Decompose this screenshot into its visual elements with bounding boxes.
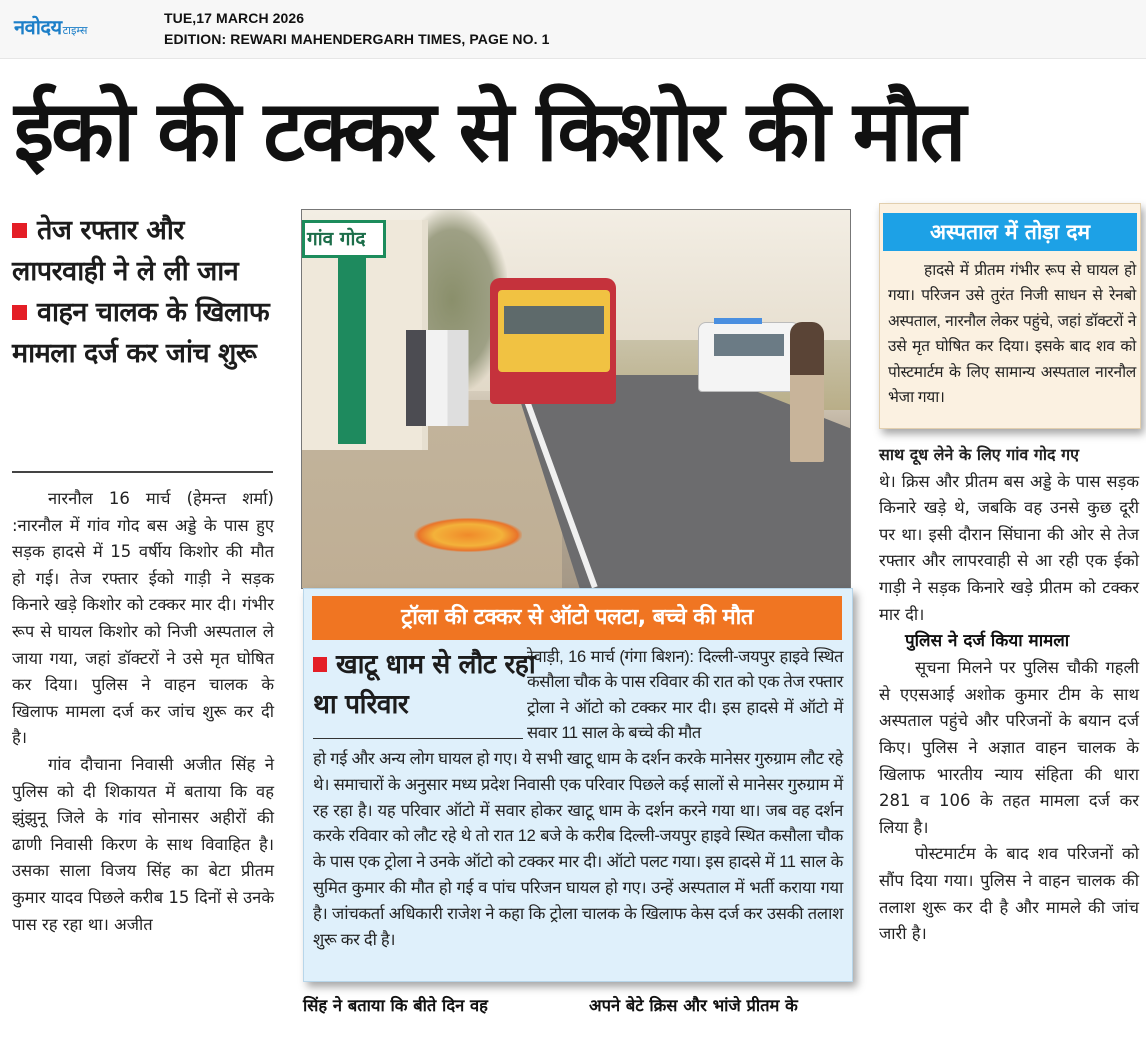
continuation-left: सिंह ने बताया कि बीते दिन वह — [303, 996, 488, 1015]
left-kickers — [12, 210, 274, 374]
inset-story-box — [303, 588, 853, 982]
page-header — [0, 0, 1146, 59]
red-square-bullet-icon — [12, 223, 27, 238]
accident-site-photo — [301, 209, 851, 589]
main-headline: ईको की टक्कर से किशोर की मौत — [14, 82, 964, 180]
side-box-title: अस्पताल में तोड़ा दम — [883, 213, 1137, 251]
left-article-body — [12, 486, 274, 938]
kicker-2-text: वाहन चालक के खिलाफ मामला दर्ज कर जांच शुरू — [12, 297, 270, 369]
photo-flowers — [414, 518, 522, 552]
kicker-2 — [12, 292, 274, 374]
right-subhead: पुलिस ने दर्ज किया मामला — [905, 631, 1070, 652]
kicker-1 — [12, 210, 274, 292]
inset-divider — [313, 738, 523, 739]
right-first-line: साथ दूध लेने के लिए गांव गोद गए — [879, 445, 1079, 464]
photo-police-jeep — [698, 322, 800, 392]
issue-date: TUE,17 MARCH 2026 — [164, 10, 305, 26]
red-square-bullet-icon — [313, 657, 327, 672]
inset-kicker — [313, 645, 548, 725]
photo-village-sign: गांव गोद — [302, 220, 386, 258]
right-paragraph-2: सूचना मिलने पर पुलिस चौकी गहली से एएसआई अशोक कुमार टीम के साथ अस्पताल पहुंचे और परिजनों के बयान दर्ज किए। पुलिस ने अज्ञात वाहन चालक के खिलाफ भारतीय न्याय संहिता की धारा 281 व 106 के तहत मामला दर्ज कर लिया है। — [879, 658, 1139, 837]
kicker-1-text: तेज रफ्तार और लापरवाही ने ले ली जान — [12, 215, 239, 287]
side-story-box — [879, 203, 1141, 429]
inset-body-bottom: हो गई और अन्य लोग घायल हो गए। ये सभी खाटू धाम के दर्शन करके मानेसर गुरुग्राम लौट रहे थे। समाचारों के अनुसार मध्य प्रदेश निवासी एक परिवार पिछले कई सालों से मानेसर गुरुग्राम में रह रहा है। यह परिवार ऑटो में सवार होकर खाटू धाम के दर्शन करने गया था। जब वह दर्शन करके रविवार को लौट रहे थे तो रात 12 बजे के करीब दिल्ली-जयपुर हाइवे स्थित कसौला चौक के पास एक ट्रोला ने उनके ऑटो को टक्कर मार दी। ऑटो पलट गया। इस हादसे में 11 साल के सुमित कुमार की मौत हो गई व पांच परिजन घायल हो गए। उन्हें अस्पताल में भर्ती कराया गया है। जांचकर्ता अधिकारी राजेश ने कहा कि ट्रोला चालक के खिलाफ केस दर्ज कर उसकी तलाश शुरू कर दी है। — [313, 750, 843, 949]
continuation-right: अपने बेटे क्रिस और भांजे प्रीतम के — [589, 996, 798, 1015]
photo-siren-light — [714, 318, 762, 324]
side-box-body: हादसे में प्रीतम गंभीर रूप से घायल हो गया। परिजन उसे तुरंत निजी साधन से रेनबो अस्पताल, नारनौल लेकर पहुंचे, जहां डॉक्टरों ने उसे मृत घोषित कर दिया। इसके बाद शव को पोस्टमार्टम के लिए सामान्य अस्पताल नारनौल भेजा गया। — [888, 262, 1136, 407]
photo-jeep-window — [714, 334, 784, 356]
photo-bus-window — [504, 306, 604, 334]
logo-sub-text: टाइम्स — [62, 24, 88, 37]
edition-line: EDITION: REWARI MAHENDERGARH TIMES, PAGE NO. 1 — [164, 31, 550, 47]
inset-body-top: रेवाड़ी, 16 मार्च (गंगा बिशन): दिल्ली-जयपुर हाइवे स्थित कसौला चौक के पास रविवार की रात को एक तेज रफ्तार ट्रोला ने ऑटो को टक्कर मार दी। इस हादसे में ऑटो में सवार 11 साल के बच्चे की मौत — [527, 648, 843, 743]
inset-kicker-text: खाटू धाम से लौट रहा था परिवार — [313, 649, 536, 720]
edition-info — [164, 8, 549, 50]
inset-title: ट्रॉला की टक्कर से ऑटो पलटा, बच्चे की मौत — [312, 596, 842, 640]
left-paragraph-1: नारनौल 16 मार्च (हेमन्त शर्मा) :नारनौल में गांव गोद बस अड्डे के पास हुए सड़क हादसे में 15 वर्षीय किशोर की मौत हो गई। तेज रफ्तार ईको गाड़ी ने सड़क किनारे खड़े किशोर को टक्कर मार दी। गंभीर रूप से घायल किशोर को निजी अस्पताल ले जाया गया, जहां डॉक्टरों ने उसे मृत घोषित कर दिया। पुलिस ने वाहन चालक के खिलाफ मामला दर्ज कर जांच शुरू कर दी है। — [12, 489, 274, 748]
photo-bystanders — [406, 330, 486, 426]
right-paragraph-1: थे। क्रिस और प्रीतम बस अड्डे के पास सड़क किनारे खड़े थे, जबकि वह उनसे कुछ दूरी पर था। इसी दौरान सिंघाना की ओर से तेज रफ्तार और लापरवाही से आ रही एक ईको गाड़ी ने सड़क किनारे खड़े प्रीतम को टक्कर मार दी। — [879, 471, 1139, 624]
divider-rule — [12, 471, 273, 473]
photo-policeman — [790, 322, 824, 462]
right-article-body — [879, 442, 1139, 948]
red-square-bullet-icon — [12, 305, 27, 320]
left-paragraph-2: गांव दौचाना निवासी अजीत सिंह ने पुलिस को दी शिकायत में बताया कि वह झुंझुनू जिले के गांव सोनासर अहीरों की ढाणी निवासी किरण के साथ विवाहित है। उसका साला विजय सिंह का बेटा प्रीतम कुमार यादव पिछले करीब 15 दिनों से उनके पास रह रहा था। अजीत — [12, 754, 274, 934]
newspaper-logo — [14, 12, 87, 38]
logo-main-text: नवोदय — [14, 15, 62, 39]
right-paragraph-3: पोस्टमार्टम के बाद शव परिजनों को सौंप दिया गया। पुलिस ने वाहन चालक की तलाश शुरू कर दी है और मामले की जांच जारी है। — [879, 844, 1139, 944]
photo-green-pillar — [338, 258, 366, 444]
